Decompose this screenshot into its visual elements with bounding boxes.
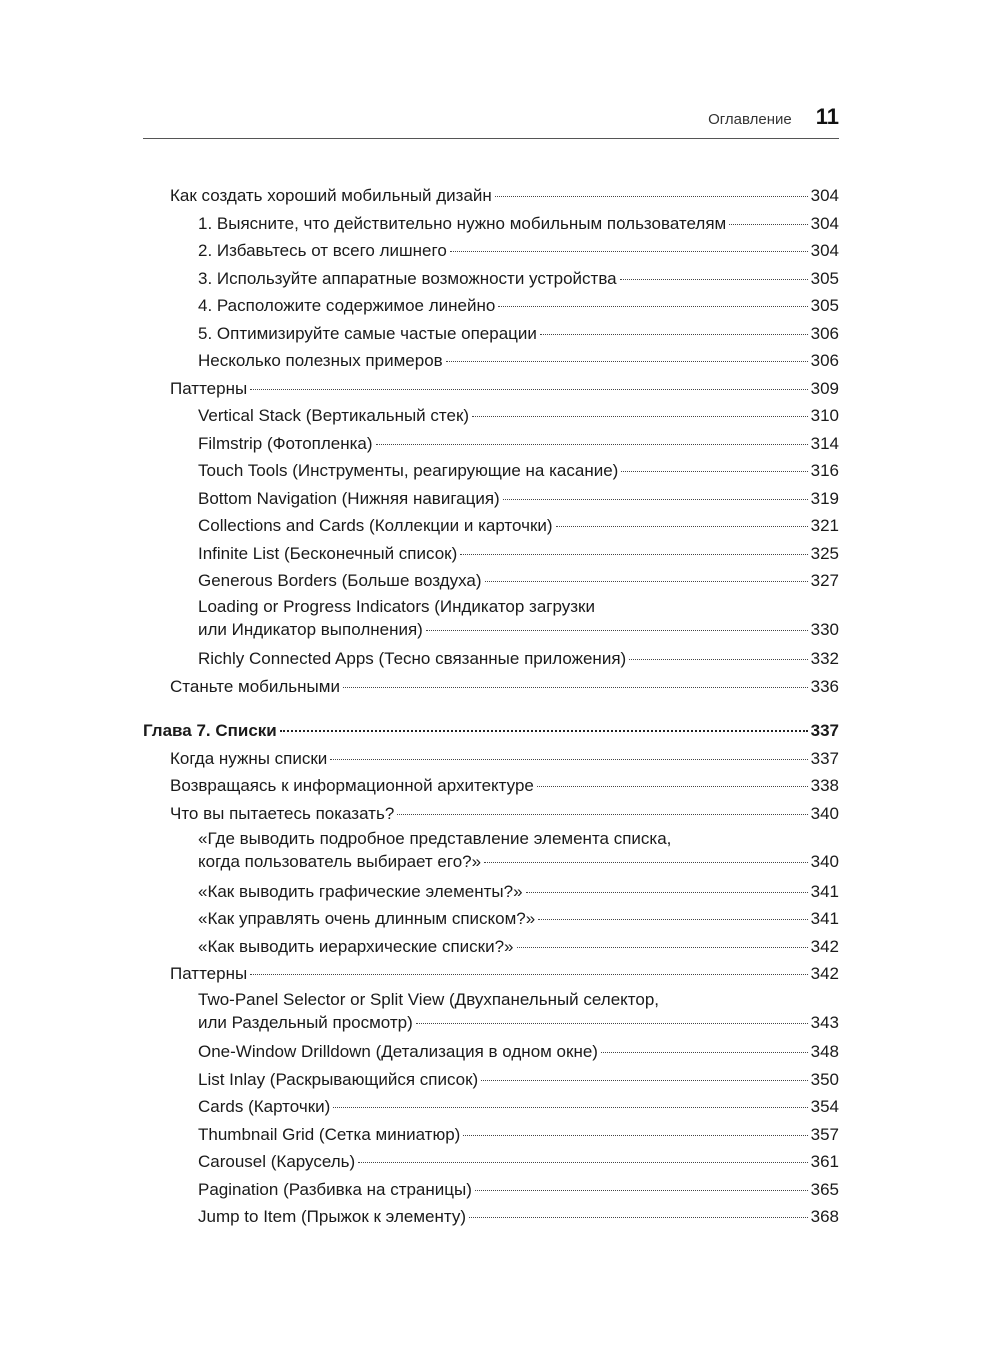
toc-entry-title: 1. Выясните, что действительно нужно мобильным пользователям xyxy=(198,213,727,233)
toc-entry xyxy=(143,1148,839,1176)
toc-entry-page: 354 xyxy=(810,1097,839,1116)
toc-entry-title: Touch Tools (Инструменты, реагирующие на касание) xyxy=(198,461,619,480)
running-head-section: Оглавление xyxy=(708,111,792,128)
dot-leader xyxy=(426,630,808,631)
dot-leader xyxy=(540,334,808,335)
toc-entry-page: 357 xyxy=(810,1124,839,1144)
toc-entry-page: 319 xyxy=(810,488,839,508)
toc-entry-title: Паттерны xyxy=(170,964,248,983)
toc-entry xyxy=(143,237,839,265)
toc-entry-page: 341 xyxy=(810,909,839,928)
toc-entry-title: Pagination (Разбивка на страницы) xyxy=(198,1179,472,1199)
toc-entry xyxy=(143,1066,839,1094)
dot-leader xyxy=(280,730,808,732)
dot-leader xyxy=(503,499,808,500)
dot-leader xyxy=(416,1023,808,1024)
dot-leader xyxy=(481,1080,807,1081)
toc-entry-page: 342 xyxy=(810,964,839,983)
toc-entry xyxy=(143,512,839,540)
toc-entry-page: 325 xyxy=(810,543,839,563)
toc-entry-page: 305 xyxy=(810,296,839,315)
toc-entry xyxy=(143,673,839,701)
toc-entry-title: Несколько полезных примеров xyxy=(198,351,443,370)
toc-entry-page: 330 xyxy=(810,619,839,639)
toc-entry xyxy=(143,645,839,673)
toc-entry-page: 309 xyxy=(810,378,839,398)
toc-entry-page: 365 xyxy=(810,1179,839,1199)
dot-leader xyxy=(250,389,807,390)
dot-leader xyxy=(629,659,807,660)
dot-leader xyxy=(484,862,808,863)
page-number: 11 xyxy=(815,104,839,129)
toc-entry-page: 304 xyxy=(810,186,839,205)
dot-leader xyxy=(621,471,807,472)
toc-entry-title-continued: или Индикатор выполнения) xyxy=(198,619,423,639)
toc-entry xyxy=(143,457,839,485)
toc-entry-page: 304 xyxy=(810,213,839,233)
header-rule xyxy=(143,138,839,139)
toc-entry xyxy=(143,320,839,348)
toc-entry-page: 316 xyxy=(810,461,839,480)
dot-leader xyxy=(538,919,807,920)
dot-leader xyxy=(397,814,807,815)
running-head xyxy=(143,104,839,134)
toc-entry xyxy=(143,827,839,873)
toc-entry xyxy=(143,595,839,641)
toc-entry-page: 305 xyxy=(810,268,839,288)
dot-leader xyxy=(498,306,807,307)
toc-entry-title: Carousel (Карусель) xyxy=(198,1152,356,1171)
dot-leader xyxy=(620,279,808,280)
toc-entry xyxy=(143,265,839,293)
toc-entry xyxy=(143,402,839,430)
dot-leader xyxy=(526,892,808,893)
dot-leader xyxy=(343,687,808,688)
toc-entry-title: Vertical Stack (Вертикальный стек) xyxy=(198,406,470,425)
toc-entry xyxy=(143,182,839,210)
toc-entry xyxy=(143,1038,839,1066)
toc-entry-title-continued: или Раздельный просмотр) xyxy=(198,1012,413,1032)
toc-entry xyxy=(143,1176,839,1204)
toc-entry xyxy=(143,1203,839,1231)
dot-leader xyxy=(475,1190,808,1191)
toc-entry-page: 338 xyxy=(810,776,839,795)
toc-entry-title: Глава 7. Списки xyxy=(143,721,277,740)
toc-entry-title: 4. Расположите содержимое линейно xyxy=(198,296,496,315)
toc-entry-title: One-Window Drilldown (Детализация в одном окне) xyxy=(198,1042,598,1061)
toc-entry xyxy=(143,430,839,458)
toc-entry xyxy=(143,567,839,595)
toc-entry-page: 350 xyxy=(810,1069,839,1089)
toc-entry-title: «Как управлять очень длинным списком?» xyxy=(198,909,536,928)
dot-leader xyxy=(495,196,808,197)
toc-entry-page: 340 xyxy=(810,852,839,871)
dot-leader xyxy=(472,416,808,417)
toc-entry xyxy=(143,878,839,906)
toc-entry-title: Bottom Navigation (Нижняя навигация) xyxy=(198,488,500,508)
table-of-contents xyxy=(143,182,839,1231)
dot-leader xyxy=(556,526,808,527)
dot-leader xyxy=(463,1135,807,1136)
toc-entry xyxy=(143,210,839,238)
toc-entry-title: Cards (Карточки) xyxy=(198,1097,331,1116)
toc-entry-title: Станьте мобильными xyxy=(170,676,340,696)
toc-entry xyxy=(143,905,839,933)
toc-entry-title: Jump to Item (Прыжок к элементу) xyxy=(198,1207,467,1226)
toc-entry-page: 310 xyxy=(810,406,839,425)
toc-entry-title: Filmstrip (Фотопленка) xyxy=(198,433,373,453)
toc-entry-title: «Как выводить иерархические списки?» xyxy=(198,936,514,956)
toc-entry-page: 337 xyxy=(810,721,839,740)
toc-entry xyxy=(143,540,839,568)
toc-entry-title: Generous Borders (Больше воздуха) xyxy=(198,571,482,590)
toc-entry-page: 332 xyxy=(810,649,839,668)
toc-entry-title: Что вы пытаетесь показать? xyxy=(170,803,395,823)
toc-entry xyxy=(143,988,839,1034)
toc-entry-title: Infinite List (Бесконечный список) xyxy=(198,543,458,563)
dot-leader xyxy=(358,1162,807,1163)
toc-entry-title: List Inlay (Раскрывающийся список) xyxy=(198,1069,479,1089)
toc-entry-title: Thumbnail Grid (Сетка миниатюр) xyxy=(198,1124,461,1144)
toc-entry-title: Возвращаясь к информационной архитектуре xyxy=(170,776,534,795)
toc-entry xyxy=(143,960,839,988)
toc-entry-page: 321 xyxy=(810,516,839,535)
dot-leader xyxy=(729,224,807,225)
toc-entry xyxy=(143,745,839,773)
toc-entry-page: 348 xyxy=(810,1042,839,1061)
toc-entry xyxy=(143,375,839,403)
toc-entry-page: 314 xyxy=(810,433,839,453)
toc-entry xyxy=(143,1093,839,1121)
toc-entry-title: Паттерны xyxy=(170,378,248,398)
toc-entry-page: 306 xyxy=(810,351,839,370)
dot-leader xyxy=(460,554,807,555)
toc-entry xyxy=(143,292,839,320)
toc-entry-page: 306 xyxy=(810,323,839,343)
dot-leader xyxy=(250,974,807,975)
toc-entry xyxy=(143,933,839,961)
toc-entry xyxy=(143,772,839,800)
toc-entry-title: Two-Panel Selector or Split View (Двухпанельный селектор, xyxy=(198,989,660,1009)
toc-entry-page: 336 xyxy=(810,676,839,696)
dot-leader xyxy=(450,251,808,252)
toc-entry-title: 2. Избавьтесь от всего лишнего xyxy=(198,241,447,260)
toc-entry-title: Richly Connected Apps (Тесно связанные приложения) xyxy=(198,649,627,668)
toc-entry-title-continued: когда пользователь выбирает его?» xyxy=(198,852,482,871)
toc-entry-page: 343 xyxy=(810,1012,839,1032)
dot-leader xyxy=(485,581,808,582)
toc-entry-title: 5. Оптимизируйте самые частые операции xyxy=(198,323,537,343)
toc-entry-title: 3. Используйте аппаратные возможности устройства xyxy=(198,268,617,288)
dot-leader xyxy=(376,444,808,445)
toc-entry-title: «Где выводить подробное представление элемента списка, xyxy=(198,829,672,848)
dot-leader xyxy=(330,759,807,760)
toc-entry-page: 337 xyxy=(810,748,839,768)
toc-entry-page: 368 xyxy=(810,1207,839,1226)
toc-entry-title: «Как выводить графические элементы?» xyxy=(198,881,523,901)
dot-leader xyxy=(446,361,808,362)
dot-leader xyxy=(601,1052,808,1053)
dot-leader xyxy=(333,1107,807,1108)
toc-entry-page: 340 xyxy=(810,803,839,823)
toc-entry xyxy=(143,485,839,513)
toc-entry-title: Когда нужны списки xyxy=(170,748,328,768)
toc-entry xyxy=(143,800,839,828)
toc-entry-page: 342 xyxy=(810,936,839,956)
toc-entry-title: Collections and Cards (Коллекции и карточки) xyxy=(198,516,553,535)
dot-leader xyxy=(469,1217,808,1218)
toc-entry-page: 361 xyxy=(810,1152,839,1171)
dot-leader xyxy=(517,947,808,948)
toc-entry-page: 304 xyxy=(810,241,839,260)
toc-entry-page: 341 xyxy=(810,881,839,901)
toc-entry xyxy=(143,347,839,375)
toc-entry xyxy=(143,1121,839,1149)
toc-entry-title: Loading or Progress Indicators (Индикатор загрузки xyxy=(198,596,595,616)
toc-entry-page: 327 xyxy=(810,571,839,590)
dot-leader xyxy=(537,786,808,787)
toc-entry-title: Как создать хороший мобильный дизайн xyxy=(170,186,492,205)
toc-chapter-entry xyxy=(143,717,839,745)
